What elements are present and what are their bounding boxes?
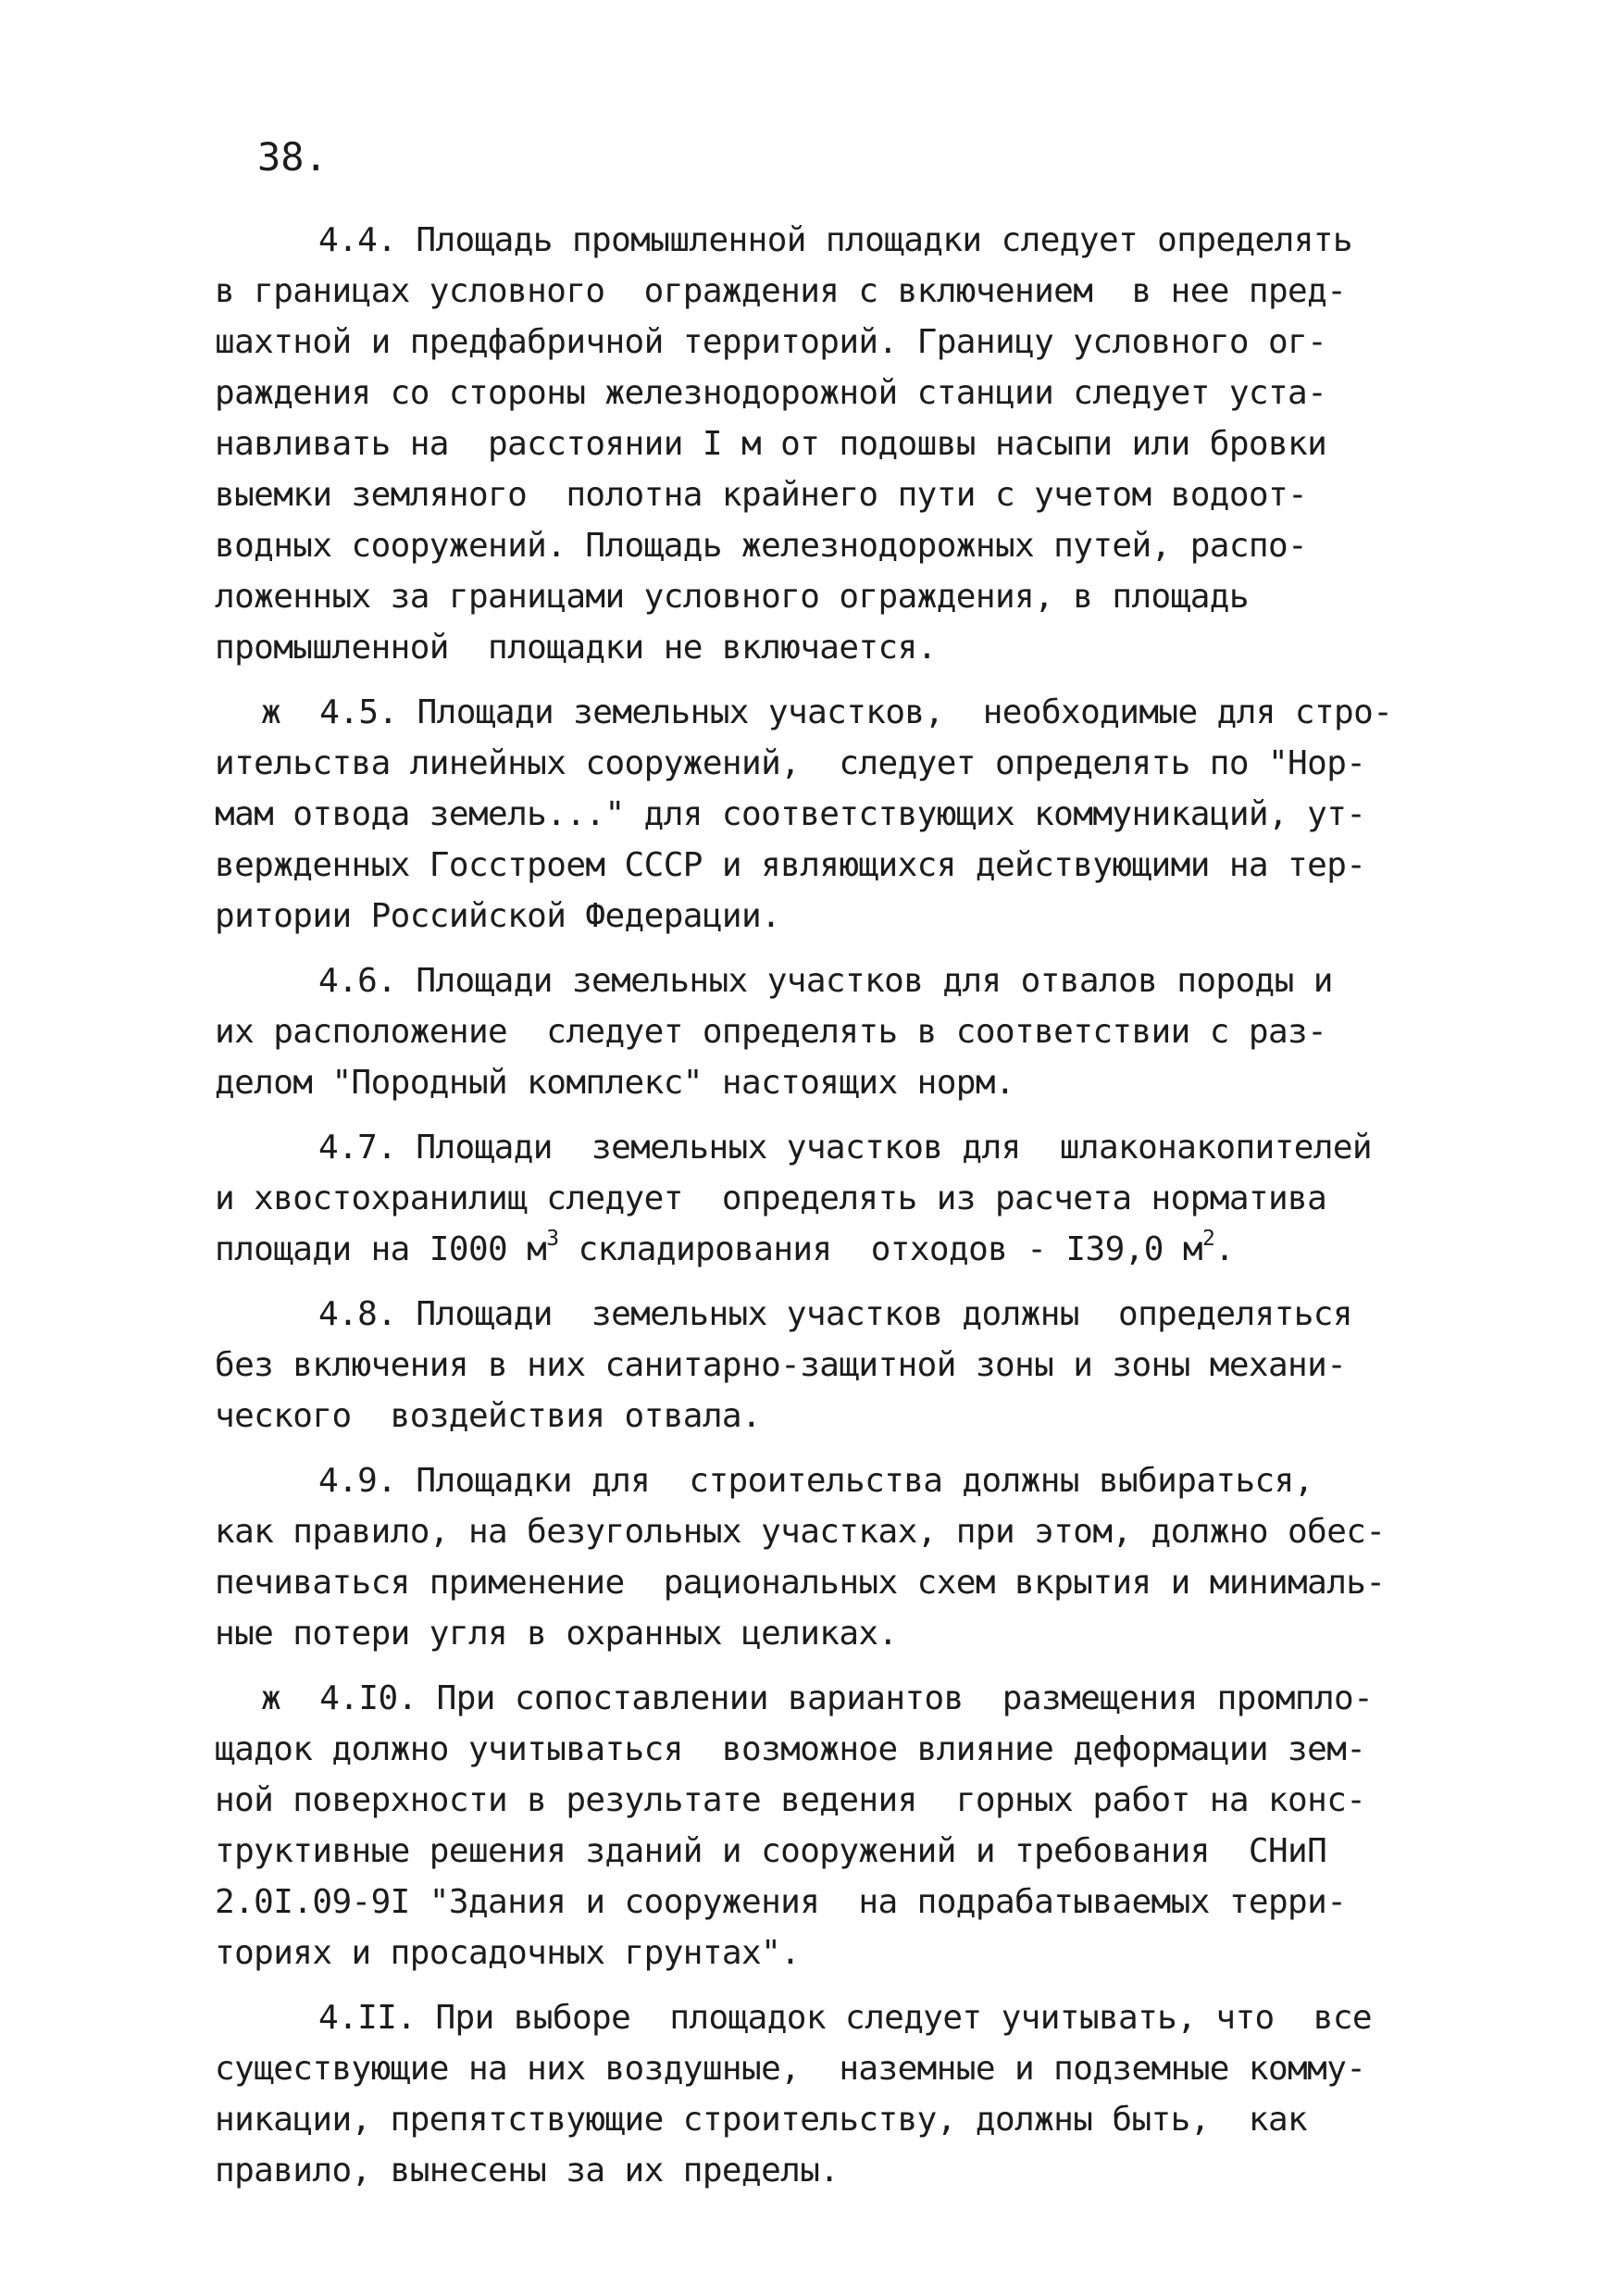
text-line: 2.0I.09-9I "Здания и сооружения на подрабатываемых терри- [215, 1883, 1347, 1921]
text-line: 4.9. Площадки для строительства должны выбираться, [318, 1462, 1313, 1500]
text-line [215, 1224, 1446, 1275]
text-line: ные потери угля в охранных целиках. [215, 1615, 898, 1653]
text-line: ритории Российской Федерации. [215, 897, 781, 935]
text-line: ж 4.5. Площади земельных участков, необходимые для стро- [261, 693, 1393, 731]
text-line: 4.7. Площади земельных участков для шлаконакопителей [318, 1129, 1372, 1167]
superscript-square: 2 [1201, 1227, 1215, 1251]
text-line: печиваться применение рациональных схем вкрытия и минималь- [215, 1564, 1386, 1602]
paragraph-4-11 [215, 1992, 1446, 2196]
text-line: 4.8. Площади земельных участков должны определяться [318, 1295, 1352, 1333]
text-line: шахтной и предфабричной территорий. Границу условного ог- [215, 323, 1327, 361]
text-line: в границах условного ограждения с включением в нее пред- [215, 272, 1347, 310]
paragraph-4-9 [215, 1455, 1446, 1659]
text-line: делом "Породный комплекс" настоящих норм. [215, 1064, 1015, 1102]
text-segment: площади на I000 м [215, 1230, 547, 1268]
paragraph-4-4 [215, 215, 1446, 673]
paragraph-4-5 [215, 687, 1446, 942]
superscript-cubic: 3 [546, 1227, 559, 1251]
text-line: навливать на расстоянии I м от подошвы насыпи или бровки [215, 425, 1327, 463]
text-line: ж 4.I0. При сопоставлении вариантов размещения промпло- [261, 1679, 1374, 1717]
document-body [215, 215, 1446, 2210]
page-number: 38. [257, 134, 328, 180]
text-segment: складирования отходов - I39,0 м [558, 1230, 1202, 1268]
text-line: мам отвода земель..." для соответствующих коммуникаций, ут- [215, 795, 1366, 833]
text-line: их расположение следует определять в соответствии с раз- [215, 1013, 1327, 1051]
text-line: выемки земляного полотна крайнего пути с учетом водоот- [215, 476, 1308, 514]
text-line: никации, препятствующие строительству, должны быть, как [215, 2101, 1308, 2139]
text-line: раждения со стороны железнодорожной станции следует уста- [215, 374, 1327, 412]
text-line: ческого воздействия отвала. [215, 1397, 762, 1435]
paragraph-4-10 [215, 1673, 1446, 1978]
text-line: труктивные решения зданий и сооружений и требования СНиП [215, 1832, 1327, 1870]
text-line: ной поверхности в результате ведения горных работ на конс- [215, 1781, 1366, 1819]
paragraph-4-8 [215, 1289, 1446, 1441]
text-line: водных сооружений. Площадь железнодорожных путей, распо- [215, 527, 1308, 565]
paragraph-4-6 [215, 955, 1446, 1108]
text-line: как правило, на безугольных участках, при этом, должно обес- [215, 1513, 1386, 1551]
text-line: 4.4. Площадь промышленной площадки следует определять [318, 221, 1352, 259]
text-line: 4.II. При выборе площадок следует учитывать, что все [318, 1999, 1372, 2037]
text-line: правило, вынесены за их пределы. [215, 2152, 840, 2190]
text-line: и хвостохранилищ следует определять из расчета норматива [215, 1179, 1327, 1217]
text-line: щадок должно учитываться возможное влияние деформации зем- [215, 1730, 1366, 1768]
text-line: ложенных за границами условного ограждения, в площадь [215, 578, 1249, 616]
text-line: промышленной площадки не включается. [215, 629, 937, 667]
text-line: вержденных Госстроем СССР и являющихся действующими на тер- [215, 846, 1366, 884]
text-line: 4.6. Площади земельных участков для отвалов породы и [318, 962, 1333, 1000]
text-line: ториях и просадочных грунтах". [215, 1934, 801, 1972]
text-line: ительства линейных сооружений, следует определять по "Нор- [215, 744, 1366, 782]
text-line: существующие на них воздушные, наземные и подземные комму- [215, 2050, 1366, 2088]
text-line: без включения в них санитарно-защитной зоны и зоны механи- [215, 1346, 1347, 1384]
text-segment: . [1214, 1230, 1235, 1268]
paragraph-4-7 [215, 1122, 1446, 1275]
